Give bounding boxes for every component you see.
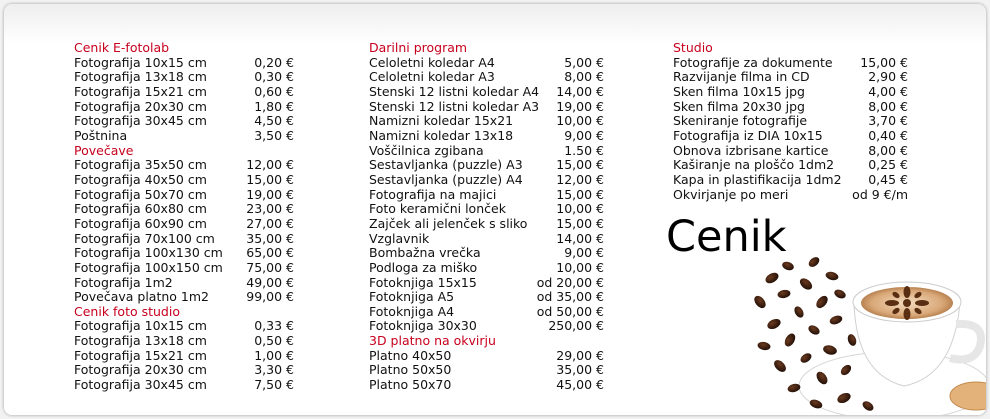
section-title: Povečave bbox=[74, 142, 134, 158]
price-row bbox=[369, 188, 604, 203]
item-price: 1,00 € bbox=[254, 347, 294, 363]
item-price: 10,00 € bbox=[556, 201, 604, 217]
item-label: Stenski 12 listni koledar A3 bbox=[369, 98, 540, 114]
section-title: Cenik foto studio bbox=[74, 303, 180, 319]
item-price: 12,00 € bbox=[556, 171, 604, 187]
section-title: Studio bbox=[673, 40, 713, 55]
item-price: 5,00 € bbox=[564, 54, 604, 70]
item-label: Kaširanje na ploščo 1dm2 bbox=[673, 157, 835, 173]
price-row bbox=[369, 129, 604, 144]
price-row bbox=[673, 56, 908, 71]
price-row bbox=[74, 114, 294, 129]
item-label: Fotoknjiga 30x30 bbox=[369, 318, 477, 334]
price-row bbox=[369, 290, 604, 305]
price-row bbox=[74, 290, 294, 305]
item-price: 8,00 € bbox=[564, 69, 604, 85]
item-label: Skeniranje fotografije bbox=[673, 113, 808, 129]
item-label: Fotografija 15x21 cm bbox=[74, 83, 207, 99]
item-label: Fotografija 60x80 cm bbox=[74, 201, 207, 217]
price-row bbox=[74, 129, 294, 144]
item-label: Vzglavnik bbox=[369, 230, 430, 246]
price-row bbox=[74, 334, 294, 349]
item-label: Okvirjanje po meri bbox=[673, 186, 789, 202]
item-label: Sestavljanka (puzzle) A3 bbox=[369, 157, 523, 173]
item-label: Fotoknjiga A4 bbox=[369, 303, 455, 319]
price-row bbox=[369, 202, 604, 217]
price-row bbox=[673, 70, 908, 85]
item-label: Fotoknjiga 15x15 bbox=[369, 274, 477, 290]
price-row bbox=[74, 70, 294, 85]
item-price: od 35,00 € bbox=[536, 289, 604, 305]
item-label: Fotografija 1m2 bbox=[74, 274, 173, 290]
item-label: Celoletni koledar A3 bbox=[369, 69, 495, 85]
item-label: Platno 50x70 bbox=[369, 377, 452, 393]
price-row bbox=[369, 305, 604, 320]
item-label: Fotoknjiga A5 bbox=[369, 289, 455, 305]
item-price: 14,00 € bbox=[556, 83, 604, 99]
price-row bbox=[369, 217, 604, 232]
item-label: Fotografija 35x50 cm bbox=[74, 157, 207, 173]
item-label: Fotografija 10x15 cm bbox=[74, 54, 207, 70]
item-price: 12,00 € bbox=[246, 157, 294, 173]
item-price: 250,00 € bbox=[548, 318, 604, 334]
price-row bbox=[369, 246, 604, 261]
item-price: 0,25 € bbox=[868, 157, 908, 173]
item-price: 29,00 € bbox=[556, 347, 604, 363]
price-row bbox=[369, 378, 604, 393]
item-label: Fotografija 15x21 cm bbox=[74, 347, 207, 363]
item-label: Namizni koledar 13x18 bbox=[369, 127, 514, 143]
item-label: Platno 40x50 bbox=[369, 347, 452, 363]
item-label: Kapa in plastifikacija 1dm2 bbox=[673, 171, 842, 187]
item-label: Razvijanje filma in CD bbox=[673, 69, 810, 85]
item-label: Sken filma 20x30 jpg bbox=[673, 98, 805, 114]
price-row bbox=[74, 276, 294, 291]
page-title: Cenik bbox=[666, 212, 787, 262]
item-price: 2,90 € bbox=[868, 69, 908, 85]
item-price: 8,00 € bbox=[868, 98, 908, 114]
item-label: Sken filma 10x15 jpg bbox=[673, 83, 805, 99]
item-label: Fotografije za dokumente bbox=[673, 54, 833, 70]
price-row bbox=[369, 232, 604, 247]
item-label: Fotografija 20x30 cm bbox=[74, 362, 207, 378]
item-price: 15,00 € bbox=[556, 215, 604, 231]
item-price: 3,70 € bbox=[868, 113, 908, 129]
item-price: 14,00 € bbox=[556, 230, 604, 246]
item-label: Podloga za miško bbox=[369, 259, 478, 275]
price-row bbox=[673, 100, 908, 115]
item-label: Fotografija iz DIA 10x15 bbox=[673, 127, 823, 143]
item-price: 65,00 € bbox=[246, 245, 294, 261]
price-row bbox=[74, 232, 294, 247]
price-row bbox=[74, 158, 294, 173]
item-price: 9,00 € bbox=[564, 245, 604, 261]
item-price: 23,00 € bbox=[246, 201, 294, 217]
item-price: 0,20 € bbox=[254, 54, 294, 70]
item-label: Fotografija na majici bbox=[369, 186, 497, 202]
price-row bbox=[369, 363, 604, 378]
item-price: 3,30 € bbox=[254, 362, 294, 378]
item-label: Fotografija 13x18 cm bbox=[74, 69, 207, 85]
price-row bbox=[673, 114, 908, 129]
item-price: 75,00 € bbox=[246, 259, 294, 275]
price-row bbox=[74, 349, 294, 364]
item-price: 27,00 € bbox=[246, 215, 294, 231]
item-label: Fotografija 10x15 cm bbox=[74, 318, 207, 334]
price-row bbox=[369, 100, 604, 115]
item-label: Fotografija 100x150 cm bbox=[74, 259, 223, 275]
price-row bbox=[74, 56, 294, 71]
price-row bbox=[74, 261, 294, 276]
price-row bbox=[673, 144, 908, 159]
item-price: 35,00 € bbox=[556, 362, 604, 378]
item-price: 0,33 € bbox=[254, 318, 294, 334]
price-row bbox=[369, 276, 604, 291]
price-row bbox=[74, 202, 294, 217]
item-label: Fotografija 100x130 cm bbox=[74, 245, 223, 261]
item-price: od 50,00 € bbox=[536, 303, 604, 319]
item-price: 7,50 € bbox=[254, 377, 294, 393]
item-price: 10,00 € bbox=[556, 113, 604, 129]
coffee-cup-image bbox=[744, 254, 986, 415]
section-title: Darilni program bbox=[369, 40, 468, 55]
price-column-1 bbox=[74, 41, 294, 393]
item-price: 9,00 € bbox=[564, 127, 604, 143]
price-row bbox=[74, 173, 294, 188]
item-label: Poštnina bbox=[74, 127, 128, 143]
item-label: Obnova izbrisane kartice bbox=[673, 142, 829, 158]
section-title: Cenik E-fotolab bbox=[74, 40, 170, 55]
price-row bbox=[369, 114, 604, 129]
price-row bbox=[74, 188, 294, 203]
item-price: 0,30 € bbox=[254, 69, 294, 85]
price-row bbox=[673, 188, 908, 203]
price-row bbox=[74, 378, 294, 393]
price-row bbox=[369, 173, 604, 188]
item-label: Zajček ali jelenček s sliko bbox=[369, 215, 528, 231]
price-row bbox=[74, 85, 294, 100]
item-price: 1,80 € bbox=[254, 98, 294, 114]
item-label: Celoletni koledar A4 bbox=[369, 54, 495, 70]
item-price: 19,00 € bbox=[246, 186, 294, 202]
price-row bbox=[673, 129, 908, 144]
item-label: Bombažna vrečka bbox=[369, 245, 481, 261]
item-price: 99,00 € bbox=[246, 289, 294, 305]
price-row bbox=[74, 363, 294, 378]
price-column-2 bbox=[369, 41, 604, 393]
price-column-3 bbox=[673, 41, 908, 202]
item-label: Fotografija 50x70 cm bbox=[74, 186, 207, 202]
item-label: Fotografija 13x18 cm bbox=[74, 333, 207, 349]
item-price: 4,50 € bbox=[254, 113, 294, 129]
item-price: 4,00 € bbox=[868, 83, 908, 99]
item-price: 0,50 € bbox=[254, 333, 294, 349]
item-price: 1.50 € bbox=[564, 142, 604, 158]
item-price: 0,45 € bbox=[868, 171, 908, 187]
item-price: 15,00 € bbox=[556, 157, 604, 173]
price-row bbox=[673, 85, 908, 100]
item-price: 8,00 € bbox=[868, 142, 908, 158]
price-row bbox=[74, 319, 294, 334]
price-row bbox=[673, 173, 908, 188]
item-price: 19,00 € bbox=[556, 98, 604, 114]
price-row bbox=[369, 319, 604, 334]
item-label: Povečava platno 1m2 bbox=[74, 289, 209, 305]
item-price: 15,00 € bbox=[556, 186, 604, 202]
price-row bbox=[369, 158, 604, 173]
item-price: 15,00 € bbox=[860, 54, 908, 70]
item-price: 45,00 € bbox=[556, 377, 604, 393]
price-row bbox=[369, 144, 604, 159]
price-row bbox=[74, 217, 294, 232]
item-price: 0,40 € bbox=[868, 127, 908, 143]
item-label: Voščilnica zgibana bbox=[369, 142, 484, 158]
item-price: 0,60 € bbox=[254, 83, 294, 99]
item-price: od 9 €/m bbox=[852, 186, 908, 202]
price-row bbox=[369, 349, 604, 364]
price-row bbox=[369, 261, 604, 276]
item-price: 3,50 € bbox=[254, 127, 294, 143]
item-label: Platno 50x50 bbox=[369, 362, 452, 378]
price-row bbox=[74, 100, 294, 115]
item-label: Fotografija 20x30 cm bbox=[74, 98, 207, 114]
item-label: Fotografija 60x90 cm bbox=[74, 215, 207, 231]
price-row bbox=[369, 70, 604, 85]
item-label: Namizni koledar 15x21 bbox=[369, 113, 514, 129]
price-row bbox=[74, 246, 294, 261]
item-label: Fotografija 70x100 cm bbox=[74, 230, 215, 246]
item-label: Fotografija 30x45 cm bbox=[74, 377, 207, 393]
item-label: Stenski 12 listni koledar A4 bbox=[369, 83, 540, 99]
item-price: od 20,00 € bbox=[536, 274, 604, 290]
item-price: 49,00 € bbox=[246, 274, 294, 290]
item-price: 35,00 € bbox=[246, 230, 294, 246]
item-label: Fotografija 40x50 cm bbox=[74, 171, 207, 187]
price-row bbox=[673, 158, 908, 173]
item-label: Foto keramični lonček bbox=[369, 201, 506, 217]
price-row bbox=[369, 56, 604, 71]
item-price: 10,00 € bbox=[556, 259, 604, 275]
price-row bbox=[369, 85, 604, 100]
item-label: Fotografija 30x45 cm bbox=[74, 113, 207, 129]
section-title: 3D platno na okvirju bbox=[369, 333, 496, 349]
item-label: Sestavljanka (puzzle) A4 bbox=[369, 171, 523, 187]
price-list-panel bbox=[4, 4, 986, 415]
item-price: 15,00 € bbox=[246, 171, 294, 187]
